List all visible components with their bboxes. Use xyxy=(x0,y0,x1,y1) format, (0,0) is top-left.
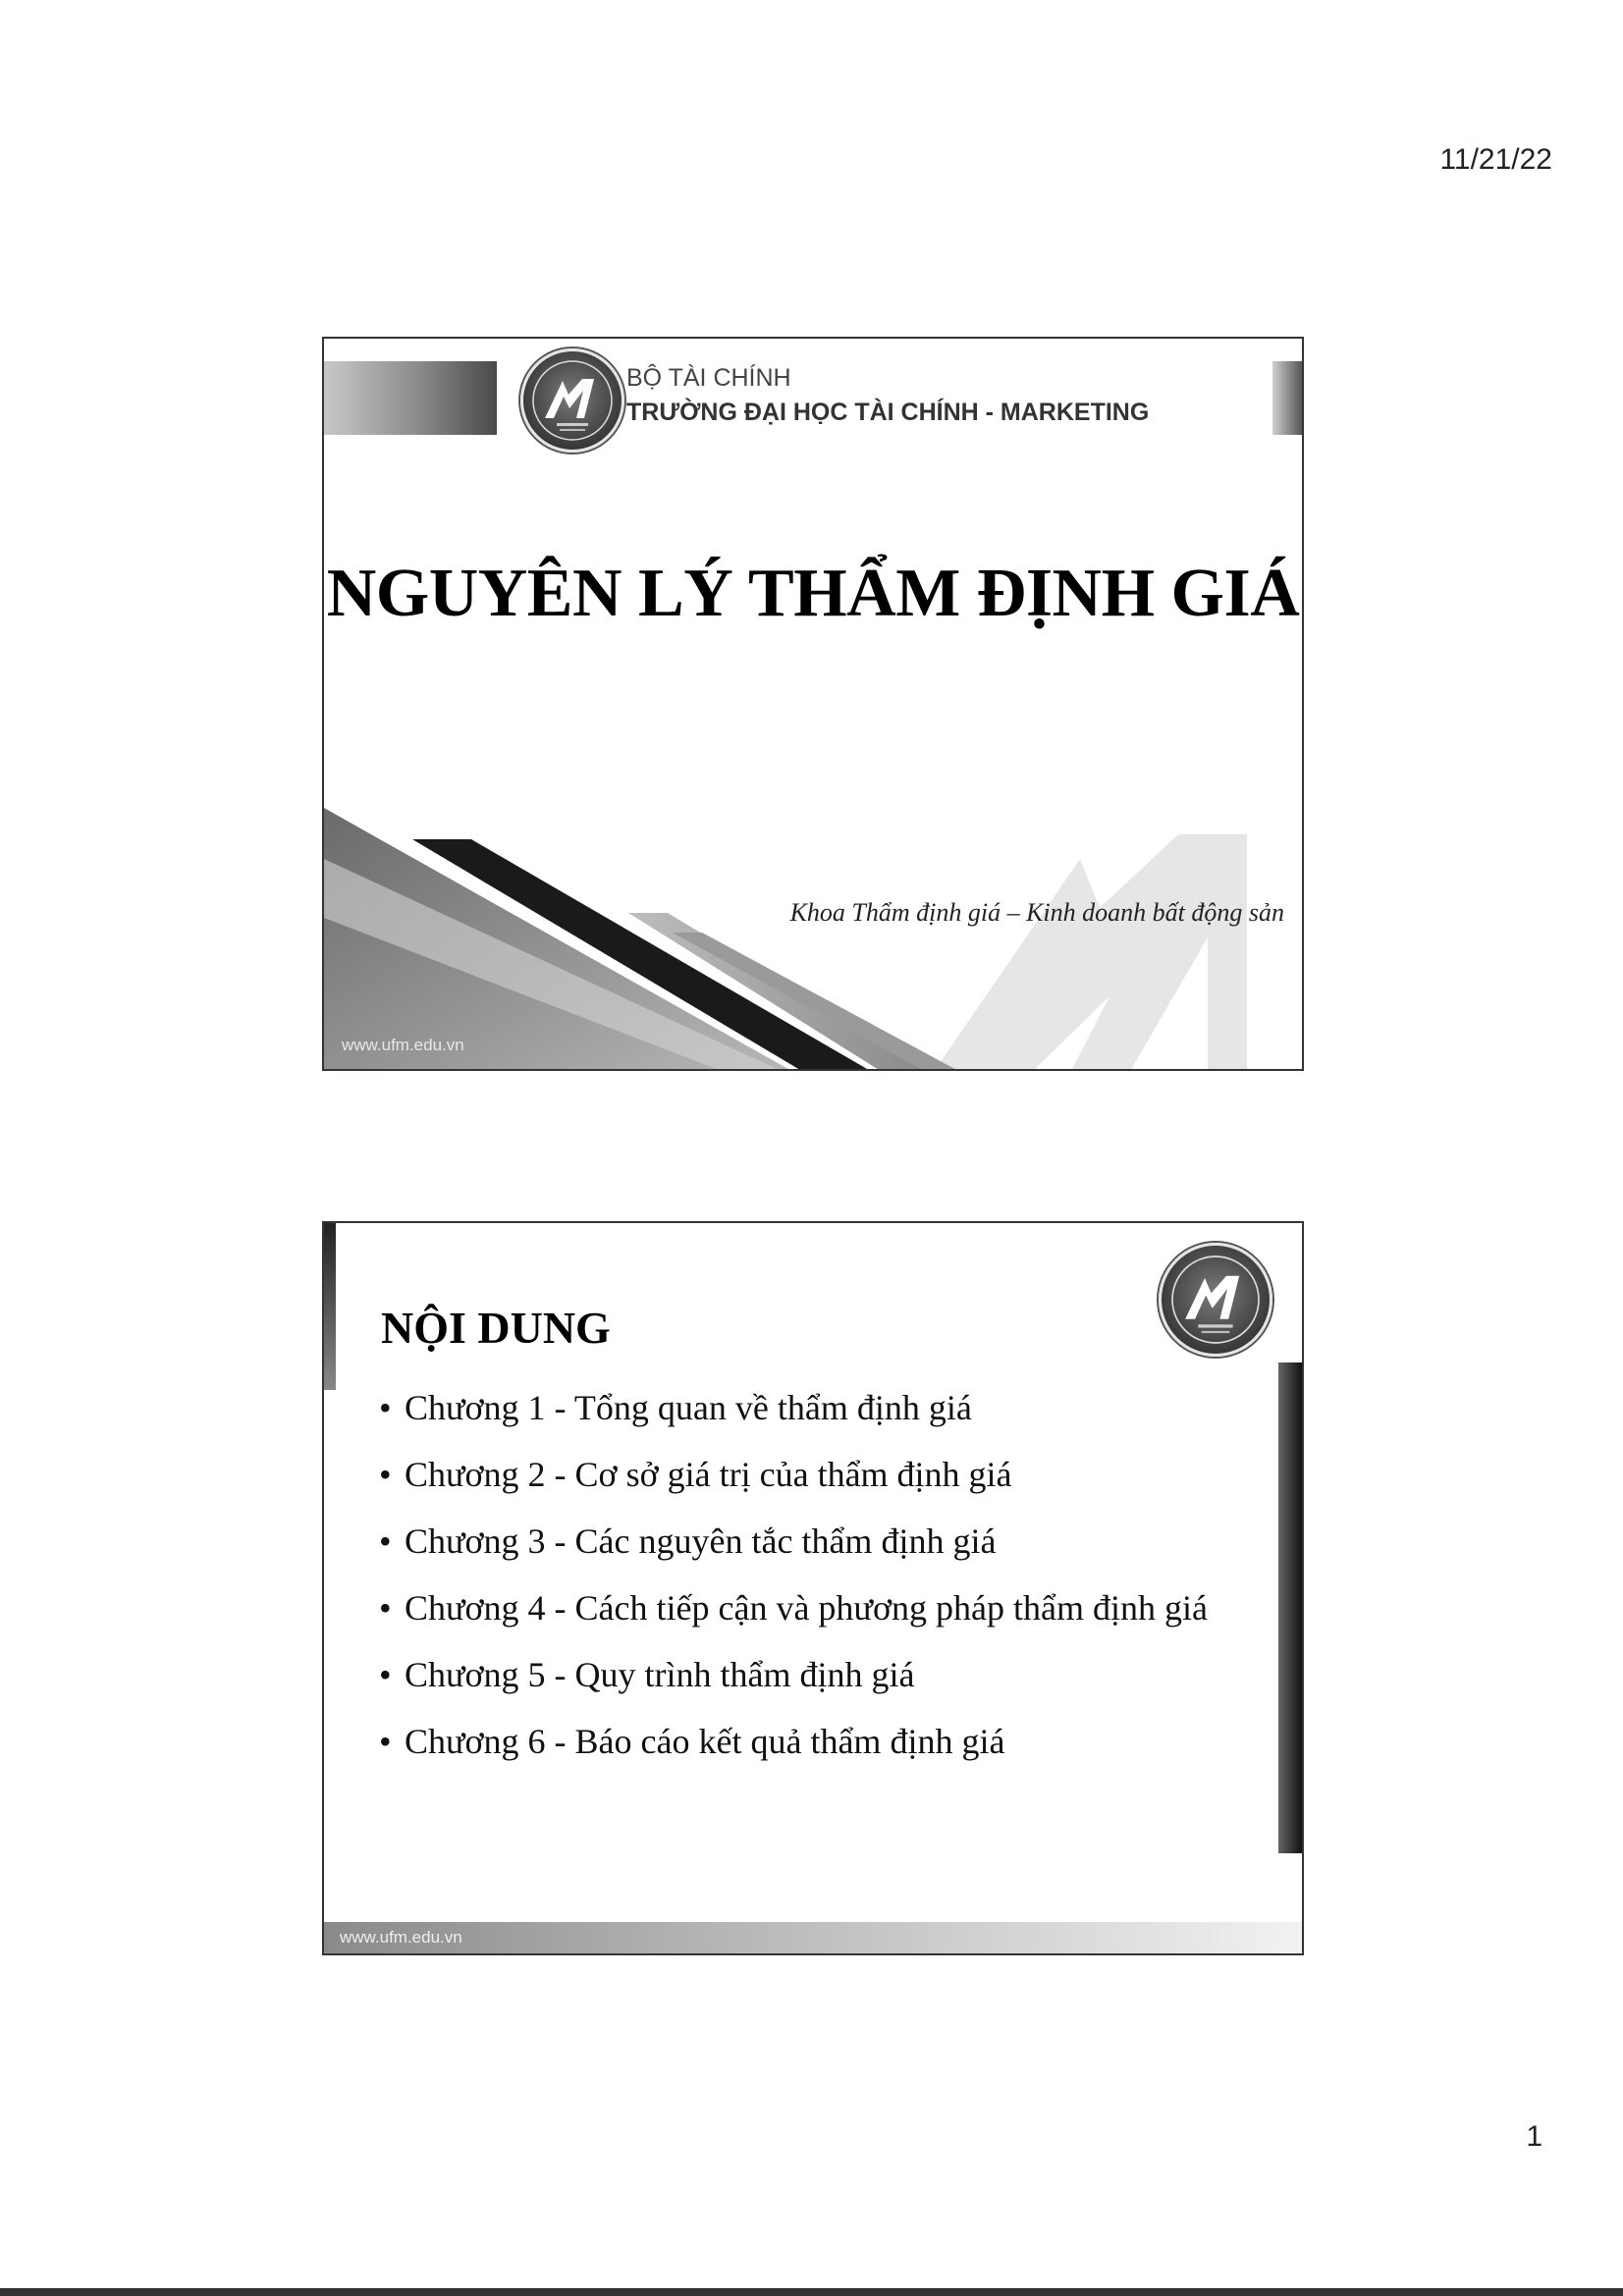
section-heading: NỘI DUNG xyxy=(381,1303,611,1353)
bottom-rule xyxy=(0,2288,1623,2296)
bullet: • xyxy=(379,1522,392,1561)
chapter-text: Chương 4 - Cách tiếp cận và phương pháp thẩm định giá xyxy=(405,1588,1208,1628)
chapter-text: Chương 5 - Quy trình thẩm định giá xyxy=(405,1655,915,1694)
chapter-list xyxy=(379,1380,1253,1781)
chapter-text: Chương 1 - Tổng quan về thẩm định giá xyxy=(405,1388,972,1427)
title-slide xyxy=(322,337,1304,1071)
bullet: • xyxy=(379,1588,392,1628)
bullet: • xyxy=(379,1722,392,1761)
bullet: • xyxy=(379,1655,392,1694)
list-item xyxy=(379,1514,1253,1569)
right-accent-bar xyxy=(1278,1362,1302,1853)
list-item xyxy=(379,1380,1253,1435)
chapter-text: Chương 3 - Các nguyên tắc thẩm định giá xyxy=(405,1522,997,1561)
page-date: 11/21/22 xyxy=(1439,143,1552,176)
header-gradient-bar-left xyxy=(324,361,497,435)
list-item xyxy=(379,1447,1253,1502)
chapter-text: Chương 2 - Cơ sở giá trị của thẩm định giá xyxy=(405,1455,1012,1494)
ufm-logo-icon xyxy=(520,348,624,453)
contents-slide xyxy=(322,1221,1304,1955)
ufm-logo-icon xyxy=(1159,1243,1272,1357)
bullet: • xyxy=(379,1388,392,1427)
left-accent-bar xyxy=(324,1223,336,1390)
diagonal-stripes-decoration xyxy=(324,339,1304,1071)
ministry-name: BỘ TÀI CHÍNH xyxy=(626,364,791,392)
slide-title: NGUYÊN LÝ THẨM ĐỊNH GIÁ xyxy=(326,556,1300,631)
faculty-name: Khoa Thẩm định giá – Kinh doanh bất động sản xyxy=(789,898,1284,927)
page-number: 1 xyxy=(1526,2120,1542,2153)
list-item xyxy=(379,1714,1253,1769)
list-item xyxy=(379,1580,1253,1635)
chapter-text: Chương 6 - Báo cáo kết quả thẩm định giá xyxy=(405,1722,1005,1761)
footer-gradient-bar xyxy=(324,1922,1302,1953)
list-item xyxy=(379,1647,1253,1702)
university-name: TRƯỜNG ĐẠI HỌC TÀI CHÍNH - MARKETING xyxy=(626,399,1150,426)
website-url: www.ufm.edu.vn xyxy=(342,1036,464,1054)
website-url: www.ufm.edu.vn xyxy=(340,1928,462,1947)
header-gradient-bar-right xyxy=(1272,361,1302,435)
bullet: • xyxy=(379,1455,392,1494)
